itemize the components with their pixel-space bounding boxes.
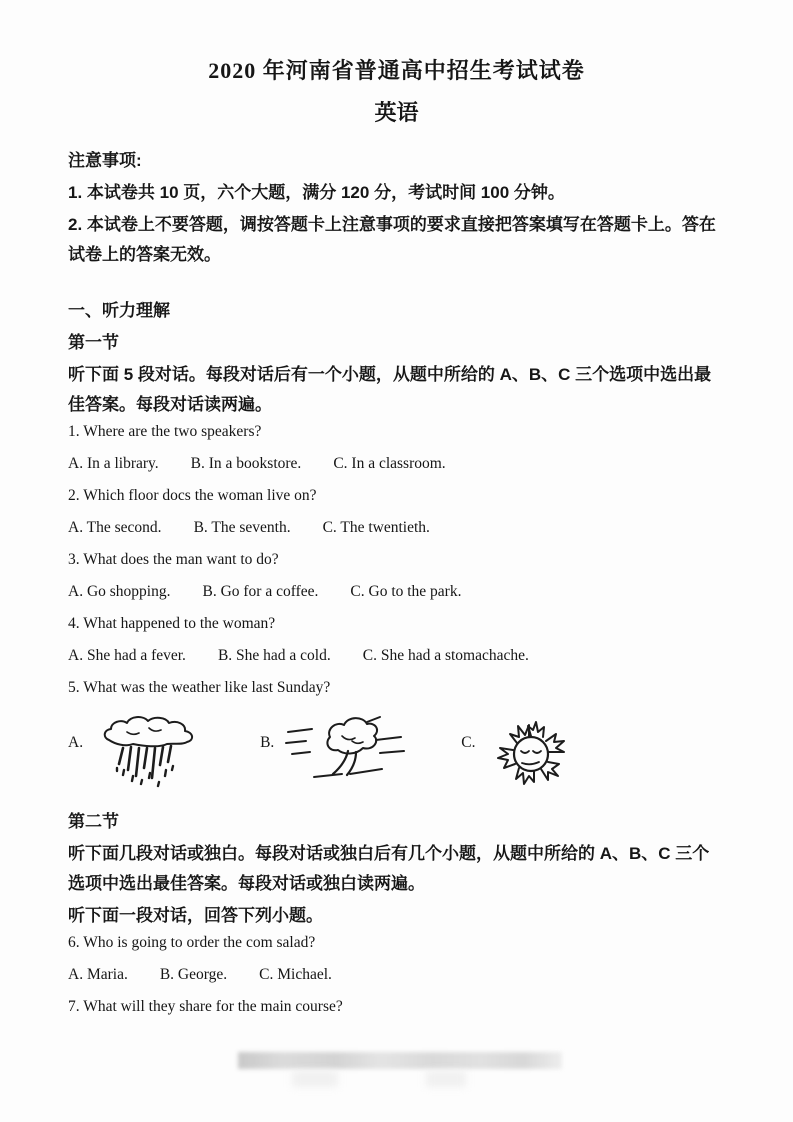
question-4-text: 4. What happened to the woman? xyxy=(68,615,276,632)
option-b: B. Go for a coffee. xyxy=(202,583,319,600)
option-b: B. George. xyxy=(159,966,228,983)
notice-item-1: 1. 本试卷共 10 页，六个大题，满分 120 分，考试时间 100 分钟。 xyxy=(68,183,565,202)
section-heading: 一、听力理解 xyxy=(68,301,170,320)
option-a: A. Maria. xyxy=(68,966,128,983)
question-5-text: 5. What was the weather like last Sunday? xyxy=(68,679,331,696)
question-5-picture-options xyxy=(68,710,725,795)
option-a: A. In a library. xyxy=(68,455,159,472)
question-1-options xyxy=(68,454,725,473)
option-a: A. She had a fever. xyxy=(68,647,186,664)
question-7-text: 7. What will they share for the main course? xyxy=(68,998,343,1015)
part1-instructions: 听下面 5 段对话。每段对话后有一个小题，从题中所给的 A、B、C 三个选项中选出最佳答案。每段对话读两遍。 xyxy=(68,365,712,414)
notice-section xyxy=(68,146,725,270)
question-4-options xyxy=(68,646,725,665)
part1-label: 第一节 xyxy=(68,333,119,352)
option-b: B. She had a cold. xyxy=(217,647,331,664)
option-c-label: C. xyxy=(461,734,476,751)
question-6-text: 6. Who is going to order the com salad? xyxy=(68,934,316,951)
picture-option-c xyxy=(461,710,575,795)
question-6-options xyxy=(68,965,725,984)
watermark-blur-blob xyxy=(426,1071,466,1087)
option-a: A. The second. xyxy=(68,519,162,536)
listening-part2-section xyxy=(68,807,725,1016)
question-3-options xyxy=(68,582,725,601)
picture-option-b xyxy=(260,710,409,782)
listening-section xyxy=(68,296,725,795)
question-2-text: 2. Which floor docs the woman live on? xyxy=(68,487,317,504)
part2-label: 第二节 xyxy=(68,812,119,831)
option-c: C. In a classroom. xyxy=(333,455,446,472)
option-a-label: A. xyxy=(68,734,84,751)
windy-weather-icon xyxy=(284,710,409,782)
option-c: C. The twentieth. xyxy=(322,519,430,536)
option-b: B. The seventh. xyxy=(193,519,291,536)
subject-title: 英语 xyxy=(374,100,419,125)
question-1-text: 1. Where are the two speakers? xyxy=(68,423,262,440)
watermark-blur-blob xyxy=(292,1071,338,1087)
notice-heading: 注意事项: xyxy=(68,151,142,170)
option-c: C. Go to the park. xyxy=(350,583,462,600)
page-title: 2020 年河南省普通高中招生考试试卷 xyxy=(208,58,585,83)
question-3-text: 3. What does the man want to do? xyxy=(68,551,279,568)
option-c: C. Michael. xyxy=(259,966,332,983)
option-b-label: B. xyxy=(260,734,275,751)
part2-sub-instruction: 听下面一段对话，回答下列小题。 xyxy=(68,906,323,925)
blurred-watermark xyxy=(238,1052,562,1069)
rainy-weather-icon xyxy=(93,710,208,788)
option-c: C. She had a stomachache. xyxy=(362,647,529,664)
picture-option-a xyxy=(68,710,208,788)
option-a: A. Go shopping. xyxy=(68,583,171,600)
question-2-options xyxy=(68,518,725,537)
part2-instructions: 听下面几段对话或独白。每段对话或独白后有几个小题，从题中所给的 A、B、C 三个选项中选出最佳答案。每段对话或独白读两遍。 xyxy=(68,844,710,893)
sunny-weather-icon xyxy=(486,710,576,795)
option-b: B. In a bookstore. xyxy=(190,455,302,472)
notice-item-2: 2. 本试卷上不要答题，调按答题卡上注意事项的要求直接把答案填写在答题卡上。答在试卷上的答案无效。 xyxy=(68,215,716,264)
